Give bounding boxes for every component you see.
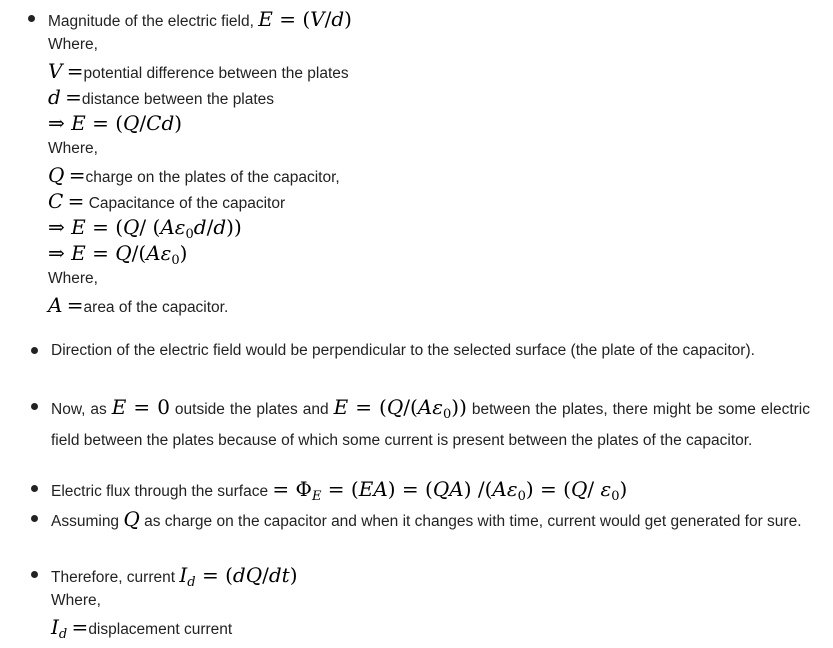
q-equals: = xyxy=(68,163,86,187)
now-part-1: Now, as xyxy=(51,401,112,418)
c-def-text: Capacitance of the capacitor xyxy=(84,195,286,212)
d-def-text: distance between the plates xyxy=(81,91,275,108)
bullet-assume xyxy=(31,515,38,522)
bullet-flux xyxy=(31,485,38,492)
where-label-3: Where, xyxy=(48,270,98,287)
a-definition xyxy=(48,292,228,318)
v-symbol: V xyxy=(48,59,63,83)
equation-3 xyxy=(48,214,242,240)
therefore-text: Therefore, current xyxy=(51,569,176,586)
equation-3-math: ⇒ E = (Q/ $(A\varepsilon_0d/d)$) xyxy=(48,215,242,242)
flux-line xyxy=(51,476,627,502)
c-equals: = xyxy=(67,189,85,213)
a-def-text: area of the capacitor. xyxy=(83,299,229,316)
assume-q-symbol: Q xyxy=(123,507,140,531)
bullet-now xyxy=(31,403,38,410)
now-equation-1: E = 0 xyxy=(111,395,170,419)
a-equals: = xyxy=(66,293,84,317)
a-symbol: A xyxy=(48,293,63,317)
d-equals: = xyxy=(65,85,82,109)
magnitude-line xyxy=(48,6,352,32)
bullet-therefore xyxy=(31,571,38,578)
equation-2-math: ⇒ E = (Q/Cd) xyxy=(48,111,183,135)
v-definition xyxy=(48,58,349,84)
c-symbol: C xyxy=(48,189,64,213)
id-symbol: $I_d$ xyxy=(51,615,68,642)
where-label-4: Where, xyxy=(51,592,101,609)
d-definition xyxy=(48,84,274,110)
where-label-1: Where, xyxy=(48,36,98,53)
now-paragraph xyxy=(51,394,810,454)
bullet-direction xyxy=(31,347,38,354)
id-equals: = xyxy=(71,615,89,639)
equation-2 xyxy=(48,110,182,136)
v-def-text: potential difference between the plates xyxy=(83,65,349,82)
therefore-line xyxy=(51,562,298,588)
bullet-magnitude xyxy=(28,15,35,22)
q-definition xyxy=(48,162,340,188)
magnitude-text: Magnitude of the electric field, xyxy=(48,13,254,30)
flux-text: Electric flux through the surface xyxy=(51,483,269,500)
q-symbol: Q xyxy=(48,163,65,187)
equation-4 xyxy=(48,240,187,266)
assume-paragraph xyxy=(51,506,810,535)
id-definition xyxy=(51,614,232,640)
flux-equation: = $\Phi_E = (EA) = (QA) /(A\varepsilon_0) = (Q/$ $\varepsilon_0$) xyxy=(272,477,628,504)
assume-part-1: Assuming xyxy=(51,513,124,530)
where-label-2: Where, xyxy=(48,140,98,157)
now-part-3: between the plates, there might be some electric field between the plates because of which some current is present between the plates of the capacitor. xyxy=(51,401,810,449)
equation-4-math: ⇒ $E = Q/(A\varepsilon_0)$ xyxy=(48,241,188,268)
direction-paragraph: Direction of the electric field would be perpendicular to the selected surface (the plate of the capacitor). xyxy=(51,342,755,359)
therefore-equation: $I_d = (dQ/dt)$ xyxy=(179,563,298,590)
v-equals: = xyxy=(66,59,84,83)
id-def-text: displacement current xyxy=(88,621,233,638)
c-definition xyxy=(48,188,285,214)
q-def-text: charge on the plates of the capacitor, xyxy=(85,169,340,186)
assume-part-2: as charge on the capacitor and when it changes with time, current would get generated for sure. xyxy=(139,513,802,530)
now-part-2: outside the plates and xyxy=(169,401,334,418)
magnitude-equation: E = (V/d) xyxy=(258,7,352,31)
now-equation-2: $E = (Q/(A\varepsilon_0))$ xyxy=(333,395,467,422)
d-symbol: d xyxy=(48,85,61,109)
